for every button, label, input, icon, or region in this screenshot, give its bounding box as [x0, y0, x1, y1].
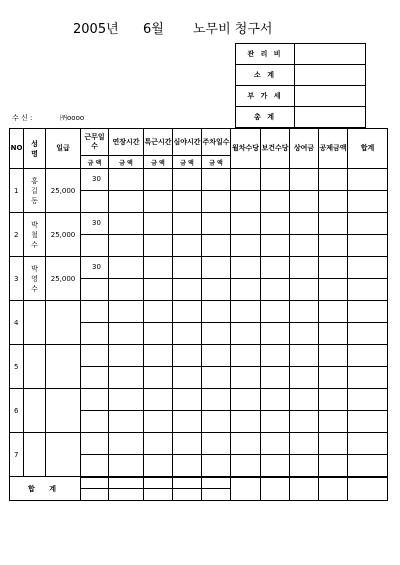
total-cell[interactable]: [261, 477, 290, 501]
cell[interactable]: [348, 191, 388, 213]
summary-label: 총 계: [236, 107, 295, 128]
cell[interactable]: [144, 301, 173, 323]
row-no: 3: [10, 257, 24, 301]
cell[interactable]: [348, 169, 388, 191]
row-daily-wage[interactable]: [46, 433, 81, 477]
cell[interactable]: [231, 169, 261, 191]
cell[interactable]: [173, 345, 202, 367]
cell[interactable]: [319, 455, 348, 477]
cell[interactable]: [173, 301, 202, 323]
total-cell[interactable]: [290, 477, 319, 501]
cell[interactable]: [202, 323, 231, 345]
cell[interactable]: [348, 367, 388, 389]
row-no: 2: [10, 213, 24, 257]
recipient-value: ㈜oooo: [60, 114, 85, 122]
cell[interactable]: [319, 191, 348, 213]
cell[interactable]: [144, 411, 173, 433]
cell[interactable]: [109, 323, 144, 345]
total-cell[interactable]: [81, 489, 109, 501]
table-row: [10, 301, 388, 323]
cell[interactable]: [109, 345, 144, 367]
table-row: [10, 433, 388, 455]
cell[interactable]: [173, 191, 202, 213]
cell[interactable]: [144, 433, 173, 455]
cell[interactable]: [173, 213, 202, 235]
cell[interactable]: [290, 433, 319, 455]
total-cell[interactable]: [81, 477, 109, 489]
cell[interactable]: [144, 213, 173, 235]
cell[interactable]: [231, 257, 261, 279]
header-holiday-allowance: 월차수당: [231, 129, 261, 169]
cell[interactable]: [319, 345, 348, 367]
cell[interactable]: [319, 169, 348, 191]
cell[interactable]: [261, 279, 290, 301]
summary-value[interactable]: [295, 44, 366, 65]
row-work-days[interactable]: 30: [81, 169, 109, 191]
cell[interactable]: [319, 323, 348, 345]
summary-row: [236, 107, 366, 128]
total-cell[interactable]: [144, 489, 173, 501]
cell[interactable]: [144, 191, 173, 213]
cell[interactable]: [290, 367, 319, 389]
cell[interactable]: [319, 279, 348, 301]
summary-label: 부 가 세: [236, 86, 295, 107]
total-cell[interactable]: [173, 477, 202, 489]
row-no: 4: [10, 301, 24, 345]
summary-value[interactable]: [295, 107, 366, 128]
row-daily-wage[interactable]: 25,000: [46, 169, 81, 213]
cell[interactable]: [202, 345, 231, 367]
cell[interactable]: [109, 301, 144, 323]
cell[interactable]: [144, 279, 173, 301]
cell[interactable]: [202, 367, 231, 389]
cell[interactable]: [173, 411, 202, 433]
cell[interactable]: [231, 323, 261, 345]
header-total: 합계: [348, 129, 388, 169]
total-cell[interactable]: [144, 477, 173, 489]
cell[interactable]: [109, 433, 144, 455]
cell[interactable]: [348, 323, 388, 345]
row-name[interactable]: [24, 389, 46, 433]
cell[interactable]: [348, 301, 388, 323]
cell[interactable]: [231, 411, 261, 433]
wage-table: [9, 128, 388, 501]
cell[interactable]: [231, 345, 261, 367]
cell[interactable]: [319, 213, 348, 235]
table-row: [10, 169, 388, 191]
cell[interactable]: [173, 433, 202, 455]
cell[interactable]: [144, 323, 173, 345]
cell[interactable]: [348, 257, 388, 279]
cell[interactable]: [202, 257, 231, 279]
header-health-allowance: 보건수당: [261, 129, 290, 169]
cell[interactable]: [261, 345, 290, 367]
row-work-days[interactable]: [81, 345, 109, 367]
cell[interactable]: [231, 455, 261, 477]
header-night-work: 심야시간: [173, 129, 202, 156]
cell[interactable]: [348, 345, 388, 367]
cell[interactable]: [290, 301, 319, 323]
recipient-line: [12, 113, 85, 123]
header-overtime: 연장시간: [109, 129, 144, 156]
summary-row: [236, 44, 366, 65]
cell[interactable]: [109, 257, 144, 279]
cell[interactable]: [144, 389, 173, 411]
total-cell[interactable]: [173, 489, 202, 501]
cell[interactable]: [173, 169, 202, 191]
table-row: [10, 345, 388, 367]
title-year: 2005년: [73, 22, 119, 37]
cell[interactable]: [348, 213, 388, 235]
cell[interactable]: [109, 191, 144, 213]
cell[interactable]: [261, 367, 290, 389]
cell[interactable]: [109, 367, 144, 389]
cell[interactable]: [319, 235, 348, 257]
header-bonus: 상여금: [290, 129, 319, 169]
total-row: [10, 477, 388, 489]
cell[interactable]: [81, 323, 109, 345]
row-name[interactable]: 박 영 수: [24, 257, 46, 301]
cell[interactable]: [231, 389, 261, 411]
total-cell[interactable]: [202, 489, 231, 501]
cell[interactable]: [109, 389, 144, 411]
cell[interactable]: [173, 367, 202, 389]
cell[interactable]: [261, 169, 290, 191]
table-header-row: [10, 129, 388, 156]
cell[interactable]: [173, 235, 202, 257]
row-work-days[interactable]: 30: [81, 257, 109, 279]
cell[interactable]: [319, 389, 348, 411]
row-name[interactable]: 박 철 수: [24, 213, 46, 257]
cell[interactable]: [290, 213, 319, 235]
cell[interactable]: [231, 235, 261, 257]
cell[interactable]: [144, 455, 173, 477]
table-row: [10, 257, 388, 279]
cell[interactable]: [81, 411, 109, 433]
cell[interactable]: [290, 323, 319, 345]
cell[interactable]: [81, 367, 109, 389]
table-row: [10, 389, 388, 411]
cell[interactable]: [173, 455, 202, 477]
summary-label: 관 리 비: [236, 44, 295, 65]
cell[interactable]: [290, 411, 319, 433]
cell[interactable]: [109, 411, 144, 433]
cell[interactable]: [319, 367, 348, 389]
header-amount: 금 액: [202, 156, 231, 169]
cell[interactable]: [173, 323, 202, 345]
cell[interactable]: [202, 235, 231, 257]
header-weekly-days: 주차일수: [202, 129, 231, 156]
cell[interactable]: [319, 257, 348, 279]
cell[interactable]: [348, 433, 388, 455]
cell[interactable]: [81, 191, 109, 213]
cell[interactable]: [231, 433, 261, 455]
cell[interactable]: [202, 389, 231, 411]
cell[interactable]: [173, 389, 202, 411]
total-cell[interactable]: [319, 477, 348, 501]
cell[interactable]: [290, 191, 319, 213]
cell[interactable]: [231, 301, 261, 323]
row-work-days[interactable]: 30: [81, 213, 109, 235]
table-row: [10, 213, 388, 235]
cell[interactable]: [202, 455, 231, 477]
cell[interactable]: [81, 455, 109, 477]
cell[interactable]: [173, 279, 202, 301]
cell[interactable]: [144, 169, 173, 191]
cell[interactable]: [261, 257, 290, 279]
cell[interactable]: [202, 169, 231, 191]
cell[interactable]: [290, 257, 319, 279]
cell[interactable]: [202, 411, 231, 433]
cell[interactable]: [81, 279, 109, 301]
row-work-days[interactable]: [81, 389, 109, 411]
cell[interactable]: [202, 213, 231, 235]
cell[interactable]: [109, 455, 144, 477]
cell[interactable]: [231, 191, 261, 213]
total-cell[interactable]: [109, 489, 144, 501]
row-no: 6: [10, 389, 24, 433]
total-cell[interactable]: [348, 477, 388, 501]
cell[interactable]: [290, 169, 319, 191]
cell[interactable]: [261, 301, 290, 323]
row-no: 5: [10, 345, 24, 389]
cell[interactable]: [261, 455, 290, 477]
row-no: 7: [10, 433, 24, 477]
cell[interactable]: [261, 411, 290, 433]
total-cell[interactable]: [231, 477, 261, 501]
row-name[interactable]: [24, 301, 46, 345]
header-work-days: 근무일수: [81, 129, 109, 156]
row-no: 1: [10, 169, 24, 213]
cell[interactable]: [261, 213, 290, 235]
cell[interactable]: [290, 235, 319, 257]
recipient-label: 수 신 :: [12, 114, 33, 122]
cell[interactable]: [290, 455, 319, 477]
header-amount: 금 액: [144, 156, 173, 169]
cell[interactable]: [231, 213, 261, 235]
cell[interactable]: [202, 279, 231, 301]
cell[interactable]: [109, 169, 144, 191]
cell[interactable]: [319, 411, 348, 433]
cell[interactable]: [231, 279, 261, 301]
cell[interactable]: [202, 191, 231, 213]
cell[interactable]: [144, 345, 173, 367]
summary-row: [236, 86, 366, 107]
cell[interactable]: [319, 301, 348, 323]
row-daily-wage[interactable]: [46, 389, 81, 433]
header-no: NO: [10, 129, 24, 169]
title-document-name: 노무비 청구서: [193, 22, 273, 37]
header-amount: 금 액: [173, 156, 202, 169]
cell[interactable]: [231, 367, 261, 389]
cell[interactable]: [290, 389, 319, 411]
cell[interactable]: [261, 191, 290, 213]
cell[interactable]: [348, 455, 388, 477]
cell[interactable]: [261, 323, 290, 345]
summary-value[interactable]: [295, 86, 366, 107]
row-name[interactable]: 홍 길 동: [24, 169, 46, 213]
header-amount: 금 액: [109, 156, 144, 169]
cell[interactable]: [261, 389, 290, 411]
cell[interactable]: [173, 257, 202, 279]
row-daily-wage[interactable]: [46, 301, 81, 345]
header-early-work: 특근시간: [144, 129, 173, 156]
cell[interactable]: [290, 345, 319, 367]
cell[interactable]: [348, 279, 388, 301]
summary-table: [235, 43, 366, 128]
cell[interactable]: [348, 411, 388, 433]
summary-label: 소 계: [236, 65, 295, 86]
row-daily-wage[interactable]: 25,000: [46, 257, 81, 301]
row-daily-wage[interactable]: 25,000: [46, 213, 81, 257]
cell[interactable]: [348, 389, 388, 411]
cell[interactable]: [109, 279, 144, 301]
cell[interactable]: [319, 433, 348, 455]
cell[interactable]: [202, 433, 231, 455]
header-amount: 금 액: [81, 156, 109, 169]
header-deduction: 공제금액: [319, 129, 348, 169]
cell[interactable]: [109, 235, 144, 257]
total-cell[interactable]: [109, 477, 144, 489]
header-daily-wage: 일급: [46, 129, 81, 169]
row-name[interactable]: [24, 345, 46, 389]
cell[interactable]: [144, 235, 173, 257]
summary-row: [236, 65, 366, 86]
row-name[interactable]: [24, 433, 46, 477]
total-label: 합 계: [10, 477, 81, 501]
cell[interactable]: [81, 235, 109, 257]
cell[interactable]: [144, 257, 173, 279]
row-work-days[interactable]: [81, 433, 109, 455]
row-work-days[interactable]: [81, 301, 109, 323]
cell[interactable]: [202, 301, 231, 323]
summary-value[interactable]: [295, 65, 366, 86]
title-month: 6월: [143, 22, 164, 37]
header-name: 성 명: [24, 129, 46, 169]
cell[interactable]: [144, 367, 173, 389]
total-cell[interactable]: [202, 477, 231, 489]
cell[interactable]: [261, 433, 290, 455]
cell[interactable]: [348, 235, 388, 257]
cell[interactable]: [261, 235, 290, 257]
cell[interactable]: [109, 213, 144, 235]
row-daily-wage[interactable]: [46, 345, 81, 389]
cell[interactable]: [290, 279, 319, 301]
